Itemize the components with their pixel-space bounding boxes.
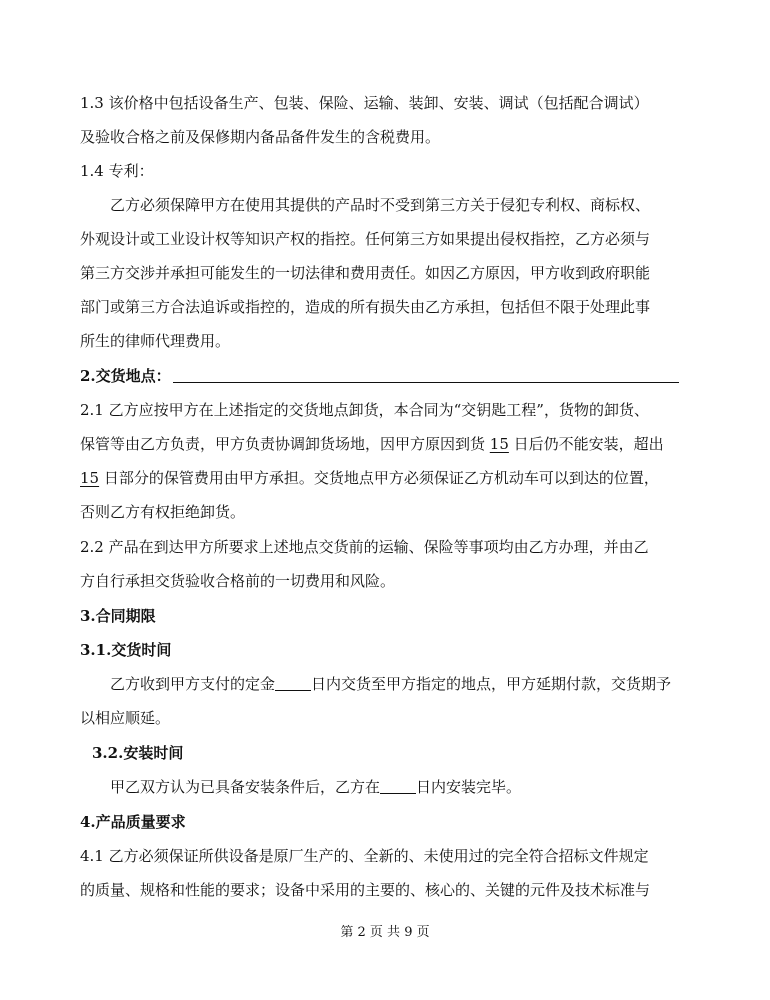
clause-2-1-text-a: 保管等由乙方负责，甲方负责协调卸货场地，因甲方原因到货 (80, 435, 490, 453)
clause-1-4-line-4: 部门或第三方合法追诉或指控的，造成的所有损失由乙方承担，包括但不限于处理此事 (80, 298, 651, 316)
clause-2-1-text-c: 日部分的保管费用由甲方承担。交货地点甲方必须保证乙方机动车可以到达的位置， (99, 469, 659, 487)
clause-1-3-line-2: 及验收合格之前及保修期内备品备件发生的含税费用。 (80, 128, 441, 146)
clause-1-4-line-1: 乙方必须保障甲方在使用其提供的产品时不受到第三方关于侵犯专利权、商标权、 (110, 196, 651, 214)
clause-3-1-text-b: 日内交货至甲方指定的地点，甲方延期付款，交货期予 (311, 675, 672, 693)
clause-1-4-line-3: 第三方交涉并承担可能发生的一切法律和费用责任。如因乙方原因，甲方收到政府职能 (80, 264, 651, 282)
clause-2-1-line-2 (80, 433, 664, 455)
deposit-days-blank (275, 674, 311, 691)
clause-3-1-text-a: 乙方收到甲方支付的定金 (110, 675, 276, 693)
clause-3-1-line-1 (110, 673, 671, 695)
section-4-heading: 4.产品质量要求 (80, 813, 186, 831)
clause-1-4-line-5: 所生的律师代理费用。 (80, 332, 231, 350)
section-2-heading (80, 365, 679, 387)
clause-2-1-line-4: 否则乙方有权拒绝卸货。 (80, 503, 246, 521)
clause-1-4-line-2: 外观设计或工业设计权等知识产权的指控。任何第三方如果提出侵权指控，乙方必须与 (80, 230, 651, 248)
clause-3-2-text-b: 日内安装完毕。 (416, 778, 522, 796)
page-number-footer: 第 2 页 共 9 页 (340, 925, 430, 940)
clause-3-2-heading: 3.2.安装时间 (92, 744, 184, 762)
clause-3-1-heading: 3.1.交货时间 (80, 641, 172, 659)
clause-2-1-text-b: 日后仍不能安装，超出 (508, 435, 664, 453)
section-3-heading: 3.合同期限 (80, 607, 156, 625)
clause-2-1-line-1: 2.1 乙方应按甲方在上述指定的交货地点卸货，本合同为“交钥匙工程”，货物的卸货、 (80, 401, 649, 419)
days-value-2: 15 (80, 469, 100, 487)
clause-2-2-line-2: 方自行承担交货验收合格前的一切费用和风险。 (80, 572, 396, 590)
clause-3-2-text-a: 甲乙双方认为已具备安装条件后，乙方在 (110, 778, 381, 796)
clause-1-3-line-1: 1.3 该价格中包括设备生产、包装、保险、运输、装卸、安装、调试（包括配合调试） (80, 94, 649, 112)
clause-3-2-line-1 (110, 776, 521, 798)
clause-1-4-heading: 1.4 专利： (80, 162, 154, 180)
delivery-location-label: 2.交货地点： (80, 367, 171, 385)
clause-3-1-line-2: 以相应顺延。 (80, 709, 171, 727)
delivery-location-blank (173, 366, 679, 383)
days-value-1: 15 (489, 435, 509, 453)
clause-2-2-line-1: 2.2 产品在到达甲方所要求上述地点交货前的运输、保险等事项均由乙方办理，并由乙 (80, 538, 649, 556)
clause-4-1-line-1: 4.1 乙方必须保证所供设备是原厂生产的、全新的、未使用过的完全符合招标文件规定 (80, 847, 649, 865)
clause-4-1-line-2: 的质量、规格和性能的要求；设备中采用的主要的、核心的、关键的元件及技术标准与 (80, 881, 651, 899)
install-days-blank (380, 777, 416, 794)
clause-2-1-line-3 (80, 467, 659, 489)
